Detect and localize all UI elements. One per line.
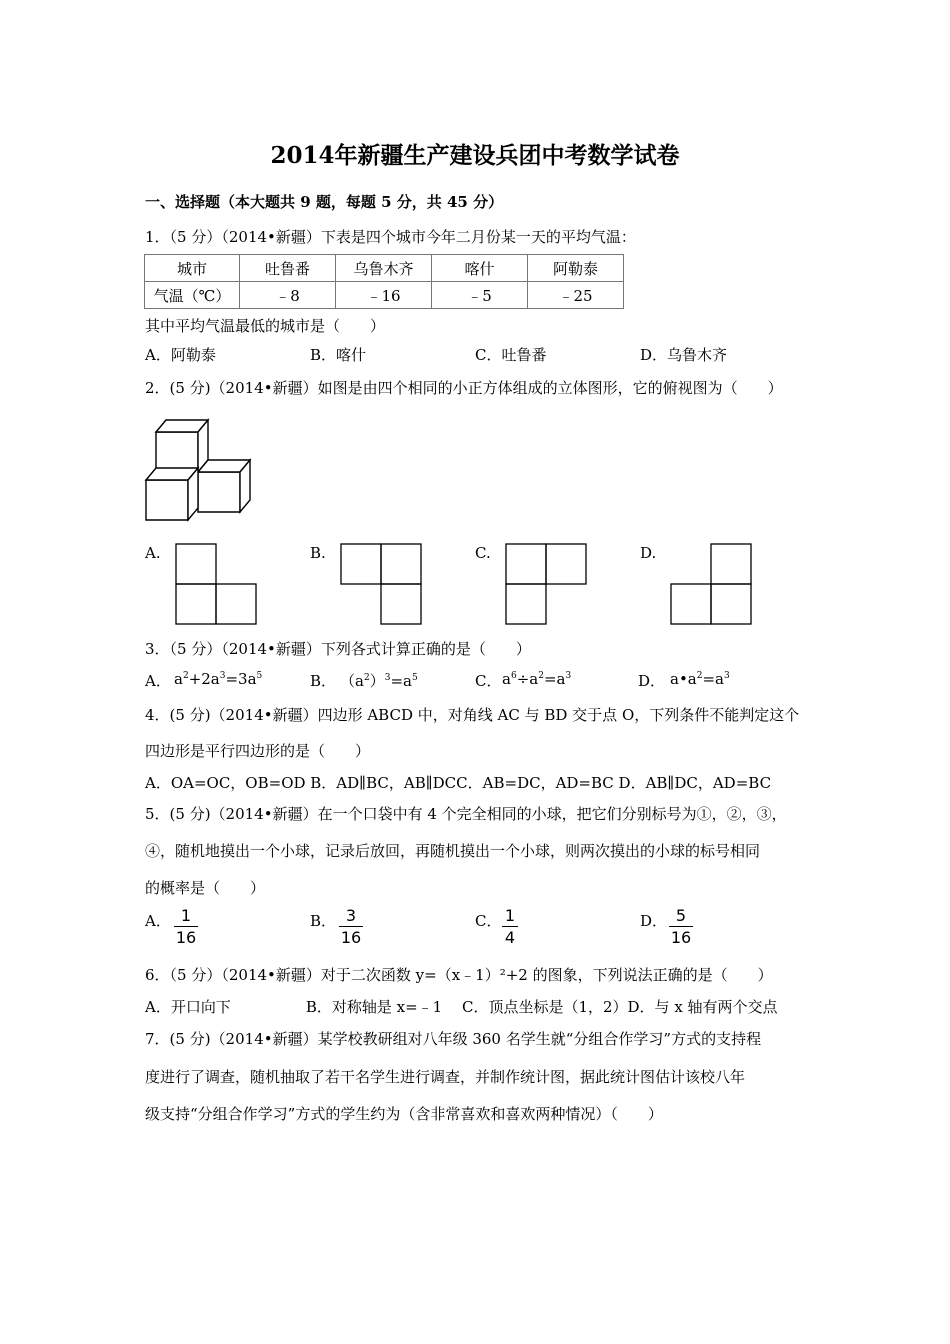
option-d-label: D．	[638, 672, 666, 690]
question-4-stem-cont: 四边形是平行四边形的是（ ）	[145, 742, 371, 760]
table-cell: 喀什	[432, 255, 528, 282]
option-c: C．吐鲁番	[475, 346, 547, 364]
fraction-numerator: 1	[504, 906, 516, 925]
question-5-stem-cont: ④，随机地摸出一个小球，记录后放回，再随机摸出一个小球，则两次摸出的小球的标号相同	[145, 842, 761, 860]
option-b-label: B．	[310, 912, 337, 930]
question-5-stem-end: 的概率是（ ）	[145, 879, 266, 897]
table-cell: ﹣16	[336, 282, 432, 309]
option-b-fraction	[339, 906, 363, 947]
question-3-stem: 3．（5 分）（2014•新疆）下列各式计算正确的是（ ）	[145, 640, 531, 658]
option-c-fraction	[502, 906, 518, 947]
option-a-label: A．	[145, 912, 171, 930]
fraction-denominator: 16	[340, 928, 362, 947]
option-d-label: D.	[640, 544, 657, 562]
option-a-fraction	[174, 906, 198, 947]
option-d-expression: $a•a^2=a^3$	[670, 670, 730, 688]
question-6-stem: 6．（5 分）（2014•新疆）对于二次函数 y=（x﹣1）²+2 的图象，下列说法正确的是（ ）	[145, 966, 773, 984]
option-d-fraction	[669, 906, 693, 947]
table-cell: ﹣5	[432, 282, 528, 309]
option-a-label: A．	[145, 672, 171, 690]
fraction-denominator: 4	[504, 928, 516, 947]
question-7-stem: 7．(5 分)（2014•新疆）某学校教研组对八年级 360 名学生就“分组合作学习”方式的支持程	[145, 1030, 762, 1048]
option-a-figure	[175, 543, 259, 625]
option-c-expression: $a^6\div a^2=a^3$	[502, 670, 572, 688]
option-a-label: A.	[145, 544, 161, 562]
option-a: A．阿勒泰	[145, 346, 216, 364]
table-header-row	[145, 255, 624, 282]
page-title: 2014年新疆生产建设兵团中考数学试卷	[270, 142, 680, 169]
question-7-stem-end: 级支持“分组合作学习”方式的学生约为（含非常喜欢和喜欢两种情况）（ ）	[145, 1105, 663, 1123]
fraction-numerator: 3	[345, 906, 357, 925]
fraction-numerator: 5	[675, 906, 687, 925]
table-cell: 吐鲁番	[240, 255, 336, 282]
temperature-table	[144, 254, 624, 309]
table-cell: 阿勒泰	[528, 255, 624, 282]
question-5-stem: 5．(5 分)（2014•新疆）在一个口袋中有 4 个完全相同的小球，把它们分别标号为①，②，③，	[145, 805, 787, 823]
question-4-options: A．OA=OC，OB=OD B．AD∥BC，AB∥DCC．AB=DC，AD=BC D．AB∥DC，AD=BC	[145, 774, 772, 792]
table-cell: ﹣25	[528, 282, 624, 309]
question-1-question: 其中平均气温最低的城市是（ ）	[145, 317, 386, 335]
table-cell: 城市	[145, 255, 240, 282]
fraction-numerator: 1	[180, 906, 192, 925]
fraction-denominator: 16	[175, 928, 197, 947]
table-row	[145, 282, 624, 309]
option-b-figure	[340, 543, 424, 625]
option-c-figure	[505, 543, 589, 625]
option-b-label: B．	[310, 672, 337, 690]
cube-stack-figure	[144, 418, 254, 524]
option-a-expression: $a^2+2a^3=3a^5$	[174, 670, 263, 688]
question-2-stem: 2．(5 分)（2014•新疆）如图是由四个相同的小正方体组成的立体图形，它的俯视图为（ ）	[145, 379, 783, 397]
fraction-denominator: 16	[670, 928, 692, 947]
question-6-options: A．开口向下 B．对称轴是 x=﹣1 C．顶点坐标是（1，2）D．与 x 轴有两个交点	[145, 998, 778, 1016]
option-b-expression: $(a^2)^3=a^5$	[340, 672, 418, 690]
table-cell: 乌鲁木齐	[336, 255, 432, 282]
question-1-stem: 1．（5 分）（2014•新疆）下表是四个城市今年二月份某一天的平均气温：	[145, 228, 636, 246]
question-7-stem-cont: 度进行了调查，随机抽取了若干名学生进行调查，并制作统计图，据此统计图估计该校八年	[145, 1068, 746, 1086]
option-c-label: C．	[475, 672, 502, 690]
option-d: D．乌鲁木齐	[640, 346, 728, 364]
table-cell: 气温（℃）	[145, 282, 240, 309]
section-heading: 一、选择题（本大题共 9 题，每题 5 分，共 45 分）	[145, 193, 504, 211]
question-4-stem: 4．(5 分)（2014•新疆）四边形 ABCD 中，对角线 AC 与 BD 交于点 O，下列条件不能判定这个	[145, 706, 800, 724]
option-d-label: D．	[640, 912, 668, 930]
option-b: B．喀什	[310, 346, 367, 364]
option-c-label: C.	[475, 544, 491, 562]
option-d-figure	[670, 543, 754, 625]
table-cell: ﹣8	[240, 282, 336, 309]
option-c-label: C．	[475, 912, 502, 930]
option-b-label: B.	[310, 544, 326, 562]
